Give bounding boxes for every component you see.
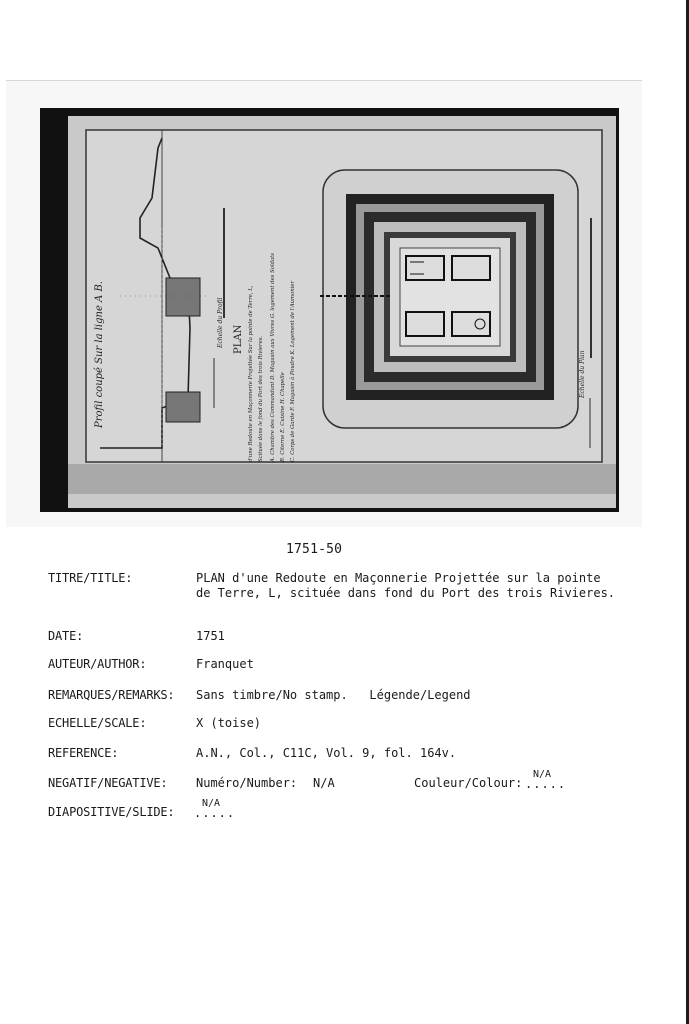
remarks-value: Sans timbre/No stamp. Légende/Legend	[196, 688, 471, 702]
legend-line-1: d'une Redoute en Maçonnerie Projettée Sur la pointe de Terre, L,	[248, 285, 254, 462]
title-label: TITRE/TITLE:	[48, 571, 133, 585]
date-value: 1751	[196, 629, 225, 643]
negative-colour-dots: .....	[525, 777, 567, 791]
legend-line-3: A. Chambre des Commandant D. Magasin aux Vivres G. logement des Soldats	[270, 253, 276, 462]
reference-code: 1751-50	[286, 542, 343, 557]
negative-colour-value: N/A	[533, 769, 552, 780]
reference-label: REFERENCE:	[48, 746, 119, 760]
negative-label: NEGATIF/NEGATIVE:	[48, 776, 168, 790]
negative-colour-label: Couleur/Colour:	[414, 776, 523, 790]
legend-line-2: Scituée dans le fond du Port des trois Rivieres.	[258, 335, 264, 462]
remarks-label: REMARQUES/REMARKS:	[48, 688, 175, 702]
negative-number-value: N/A	[313, 776, 335, 790]
author-value: Franquet	[196, 657, 254, 671]
scale-value: X (toise)	[196, 716, 262, 730]
slide-dots: .....	[194, 806, 236, 820]
legend-line-4: B. Citerne E. Cuisine H. Chapelle	[280, 372, 286, 462]
date-label: DATE:	[48, 629, 84, 643]
plan-scale-label: Echelle du Plan	[579, 350, 586, 398]
negative-number-label: Numéro/Number:	[196, 776, 298, 790]
legend-line-5: C. Corps de Garde F. Magasin à Poudre K. Logement de l'Aumonier	[290, 280, 296, 462]
title-value: PLAN d'une Redoute en Maçonnerie Projettée sur la pointe de Terre, L, scituée dans fond du Port des trois Rivieres.	[196, 571, 616, 600]
profile-scale-label: Echelle du Profil	[217, 297, 224, 348]
author-label: AUTEUR/AUTHOR:	[48, 657, 147, 671]
plan-heading: PLAN	[233, 324, 244, 354]
slide-value: N/A	[202, 798, 221, 809]
reference-value: A.N., Col., C11C, Vol. 9, fol. 164v.	[196, 746, 457, 760]
scale-label: ECHELLE/SCALE:	[48, 716, 147, 730]
map-photograph	[40, 108, 619, 512]
profile-label: Profil coupé Sur la ligne A B.	[94, 281, 105, 428]
slide-label: DIAPOSITIVE/SLIDE:	[48, 805, 175, 819]
